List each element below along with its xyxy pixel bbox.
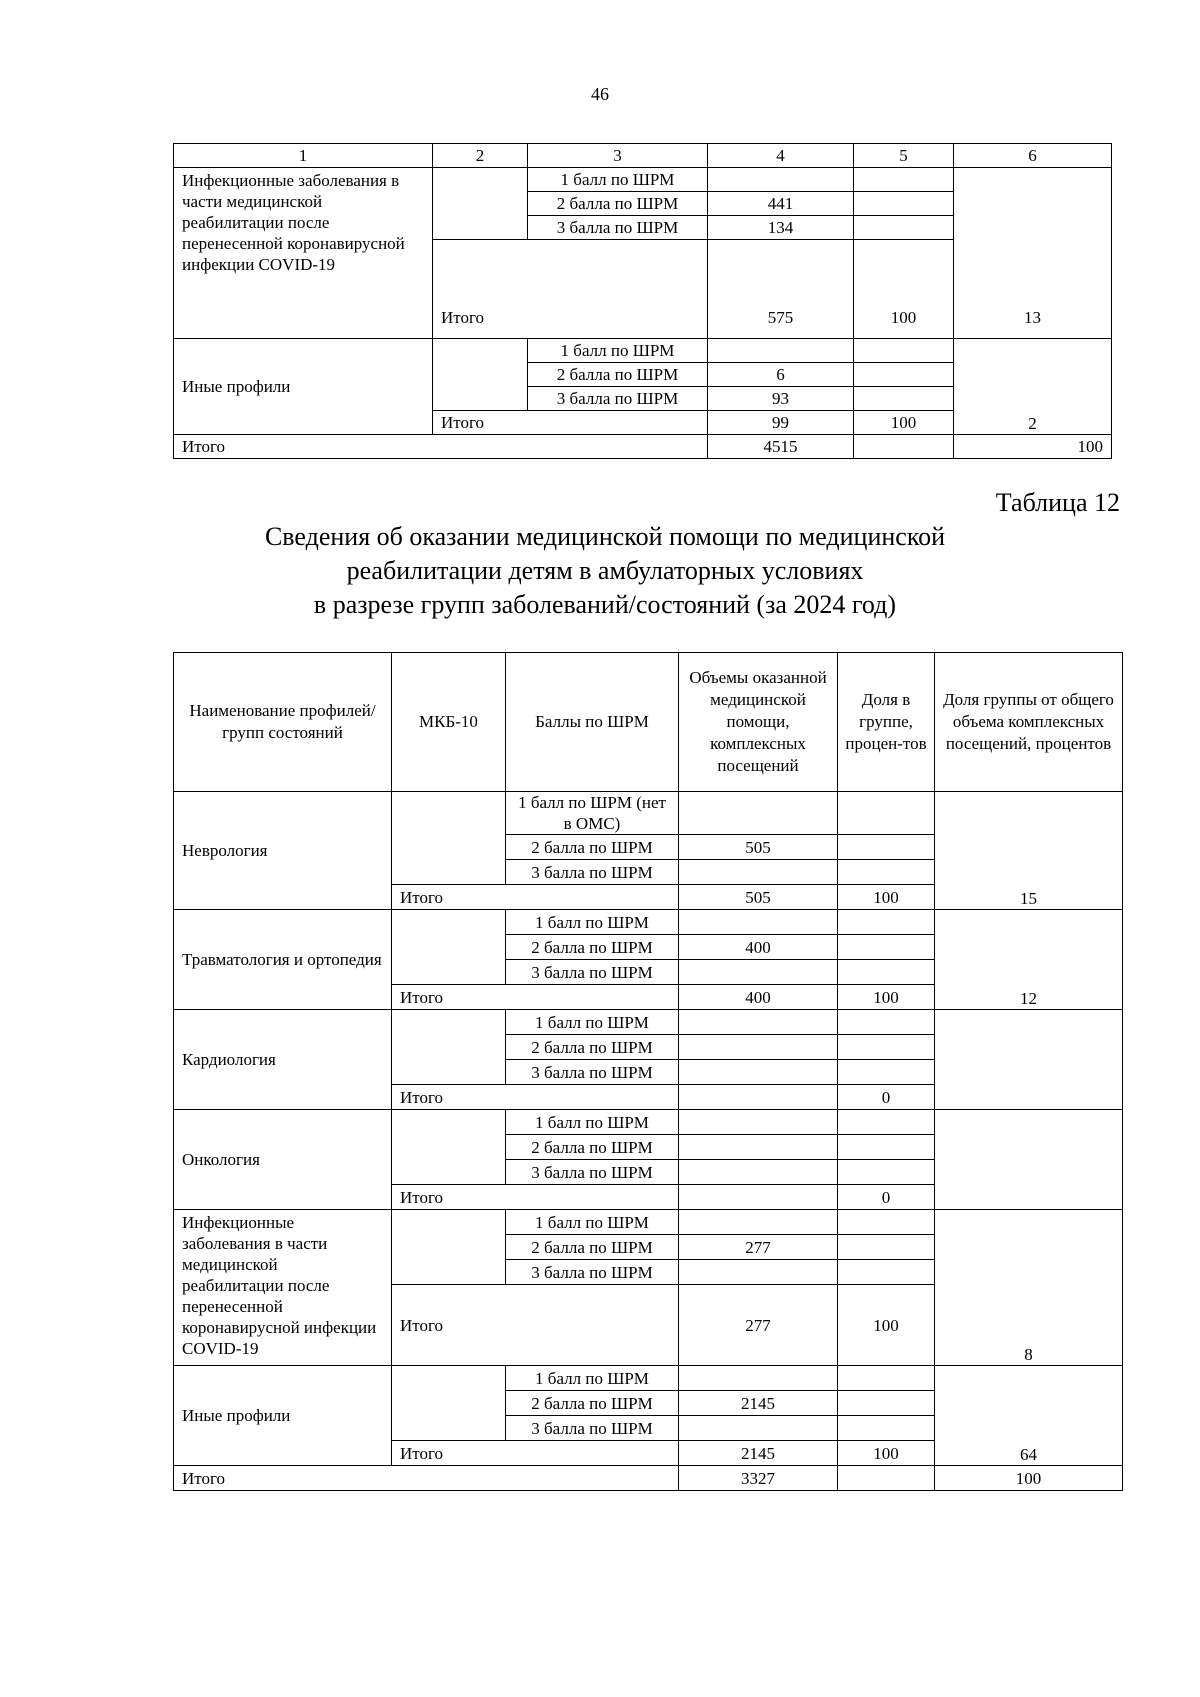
total-volume <box>679 1085 838 1110</box>
share-cell <box>838 1260 935 1285</box>
score-cell: 2 балла по ШРМ <box>506 1035 679 1060</box>
score-cell: 2 балла по ШРМ <box>506 835 679 860</box>
total-volume: 575 <box>708 240 854 339</box>
score-cell: 2 балла по ШРМ <box>506 1391 679 1416</box>
table-row <box>174 1366 1123 1391</box>
group-name: Инфекционные заболевания в части медицинской реабилитации после перенесенной коронавирусной инфекции COVID-19 <box>174 168 433 339</box>
group-share-cell: 8 <box>935 1210 1123 1366</box>
score-cell: 3 балла по ШРМ <box>506 960 679 985</box>
header-row <box>174 653 1123 792</box>
column-number: 2 <box>433 144 528 168</box>
volume-cell: 400 <box>679 935 838 960</box>
header-icd: МКБ-10 <box>392 653 506 792</box>
header-volume: Объемы оказанной медицинской помощи, комплексных посещений <box>679 653 838 792</box>
total-label: Итого <box>433 240 708 339</box>
icd-cell <box>433 339 528 411</box>
share-cell <box>854 339 954 363</box>
total-volume: 277 <box>679 1285 838 1366</box>
score-cell: 2 балла по ШРМ <box>506 935 679 960</box>
table-row <box>174 1010 1123 1035</box>
score-cell: 3 балла по ШРМ <box>528 216 708 240</box>
column-number: 6 <box>954 144 1112 168</box>
total-volume <box>679 1185 838 1210</box>
icd-cell <box>392 792 506 885</box>
share-cell <box>838 910 935 935</box>
volume-cell <box>679 1035 838 1060</box>
score-cell: 2 балла по ШРМ <box>528 363 708 387</box>
total-label: Итого <box>433 411 708 435</box>
total-share: 100 <box>838 885 935 910</box>
share-cell <box>838 1391 935 1416</box>
score-cell: 1 балл по ШРМ <box>528 339 708 363</box>
total-label: Итого <box>392 1285 679 1366</box>
table-title-line: в разрезе групп заболеваний/состояний (за 2024 год) <box>313 590 897 619</box>
group-name: Иные профили <box>174 1366 392 1466</box>
score-cell: 3 балла по ШРМ <box>506 1416 679 1441</box>
table-row <box>174 1210 1123 1235</box>
share-cell <box>838 1010 935 1035</box>
table-row <box>174 339 1112 363</box>
total-share: 100 <box>838 985 935 1010</box>
total-volume: 400 <box>679 985 838 1010</box>
volume-cell <box>679 960 838 985</box>
volume-cell <box>708 168 854 192</box>
grand-total-row <box>174 435 1112 459</box>
score-cell: 1 балл по ШРМ <box>528 168 708 192</box>
volume-cell <box>679 1416 838 1441</box>
share-cell <box>838 792 935 835</box>
share-cell <box>838 1366 935 1391</box>
total-volume: 505 <box>679 885 838 910</box>
score-cell: 2 балла по ШРМ <box>506 1235 679 1260</box>
share-cell <box>854 363 954 387</box>
volume-cell <box>708 339 854 363</box>
grand-total-row <box>174 1466 1123 1491</box>
table-row <box>174 168 1112 192</box>
share-cell <box>838 1135 935 1160</box>
score-cell: 3 балла по ШРМ <box>506 1060 679 1085</box>
group-share-cell <box>935 1010 1123 1110</box>
share-cell <box>838 1035 935 1060</box>
score-cell: 2 балла по ШРМ <box>506 1135 679 1160</box>
share-cell <box>838 935 935 960</box>
grand-total-share: 100 <box>935 1466 1123 1491</box>
group-share-cell: 2 <box>954 339 1112 435</box>
table-row <box>174 910 1123 935</box>
header-share: Доля в группе, процен-тов <box>838 653 935 792</box>
column-number: 1 <box>174 144 433 168</box>
group-name: Иные профили <box>174 339 433 435</box>
volume-cell: 134 <box>708 216 854 240</box>
total-label: Итого <box>392 985 679 1010</box>
volume-cell <box>679 792 838 835</box>
score-cell: 3 балла по ШРМ <box>506 1260 679 1285</box>
icd-cell <box>392 1366 506 1441</box>
column-number: 5 <box>854 144 954 168</box>
grand-total-share: 100 <box>954 435 1112 459</box>
volume-cell <box>679 1110 838 1135</box>
volume-cell: 6 <box>708 363 854 387</box>
score-cell: 1 балл по ШРМ <box>506 1010 679 1035</box>
share-cell <box>854 387 954 411</box>
share-cell <box>838 960 935 985</box>
share-cell <box>854 435 954 459</box>
table-title-line: Сведения об оказании медицинской помощи по медицинской <box>264 522 946 551</box>
volume-cell: 441 <box>708 192 854 216</box>
volume-cell <box>679 1135 838 1160</box>
total-label: Итого <box>392 1085 679 1110</box>
total-share: 0 <box>838 1185 935 1210</box>
header-name: Наименование профилей/групп состояний <box>174 653 392 792</box>
score-cell: 3 балла по ШРМ <box>528 387 708 411</box>
volume-cell: 505 <box>679 835 838 860</box>
volume-cell <box>679 1060 838 1085</box>
score-cell: 1 балл по ШРМ <box>506 1110 679 1135</box>
grand-total-volume: 4515 <box>708 435 854 459</box>
group-name: Неврология <box>174 792 392 910</box>
volume-cell <box>679 1210 838 1235</box>
share-cell <box>854 216 954 240</box>
group-name: Инфекционные заболевания в части медицинской реабилитации после перенесенной коронавирусной инфекции COVID-19 <box>174 1210 392 1366</box>
volume-cell: 93 <box>708 387 854 411</box>
score-cell: 3 балла по ШРМ <box>506 1160 679 1185</box>
group-share-cell: 64 <box>935 1366 1123 1466</box>
volume-cell <box>679 1160 838 1185</box>
total-share: 0 <box>838 1085 935 1110</box>
group-share-cell: 12 <box>935 910 1123 1010</box>
icd-cell <box>392 1210 506 1285</box>
icd-cell <box>392 1010 506 1085</box>
total-label: Итого <box>392 1441 679 1466</box>
total-label: Итого <box>392 1185 679 1210</box>
share-cell <box>838 860 935 885</box>
table-title-line: реабилитации детям в амбулаторных условиях <box>346 556 864 585</box>
total-share: 100 <box>854 411 954 435</box>
icd-cell <box>433 168 528 240</box>
share-cell <box>838 1160 935 1185</box>
score-cell: 1 балл по ШРМ <box>506 910 679 935</box>
column-number-row <box>174 144 1112 168</box>
score-cell: 1 балл по ШРМ (нет в ОМС) <box>506 792 679 835</box>
page-number: 46 <box>591 84 609 104</box>
volume-cell <box>679 860 838 885</box>
volume-cell <box>679 1260 838 1285</box>
score-cell: 3 балла по ШРМ <box>506 860 679 885</box>
table-row <box>174 792 1123 835</box>
share-cell <box>854 168 954 192</box>
grand-total-volume: 3327 <box>679 1466 838 1491</box>
volume-cell <box>679 1366 838 1391</box>
volume-cell <box>679 910 838 935</box>
volume-cell: 2145 <box>679 1391 838 1416</box>
group-name: Травматология и ортопедия <box>174 910 392 1010</box>
share-cell <box>838 1466 935 1491</box>
total-volume: 2145 <box>679 1441 838 1466</box>
continuation-table <box>173 143 1112 459</box>
group-name: Онкология <box>174 1110 392 1210</box>
share-cell <box>838 1060 935 1085</box>
score-cell: 2 балла по ШРМ <box>528 192 708 216</box>
total-share: 100 <box>838 1441 935 1466</box>
icd-cell <box>392 1110 506 1185</box>
group-name: Кардиология <box>174 1010 392 1110</box>
grand-total-label: Итого <box>174 435 708 459</box>
volume-cell <box>679 1010 838 1035</box>
group-share-cell: 15 <box>935 792 1123 910</box>
volume-cell: 277 <box>679 1235 838 1260</box>
share-cell <box>838 835 935 860</box>
column-number: 4 <box>708 144 854 168</box>
score-cell: 1 балл по ШРМ <box>506 1366 679 1391</box>
share-cell <box>838 1210 935 1235</box>
header-group-share: Доля группы от общего объема комплексных посещений, процентов <box>935 653 1123 792</box>
total-share: 100 <box>838 1285 935 1366</box>
table-12 <box>173 652 1123 1491</box>
total-volume: 99 <box>708 411 854 435</box>
share-cell <box>838 1235 935 1260</box>
total-share: 100 <box>854 240 954 339</box>
header-score: Баллы по ШРМ <box>506 653 679 792</box>
group-share-cell <box>935 1110 1123 1210</box>
share-cell <box>838 1416 935 1441</box>
share-cell <box>838 1110 935 1135</box>
table-label: Таблица 12 <box>995 488 1120 517</box>
table-row <box>174 1110 1123 1135</box>
group-share-cell: 13 <box>954 168 1112 339</box>
share-cell <box>854 192 954 216</box>
column-number: 3 <box>528 144 708 168</box>
grand-total-label: Итого <box>174 1466 679 1491</box>
score-cell: 1 балл по ШРМ <box>506 1210 679 1235</box>
table-title <box>40 520 1170 622</box>
total-label: Итого <box>392 885 679 910</box>
icd-cell <box>392 910 506 985</box>
